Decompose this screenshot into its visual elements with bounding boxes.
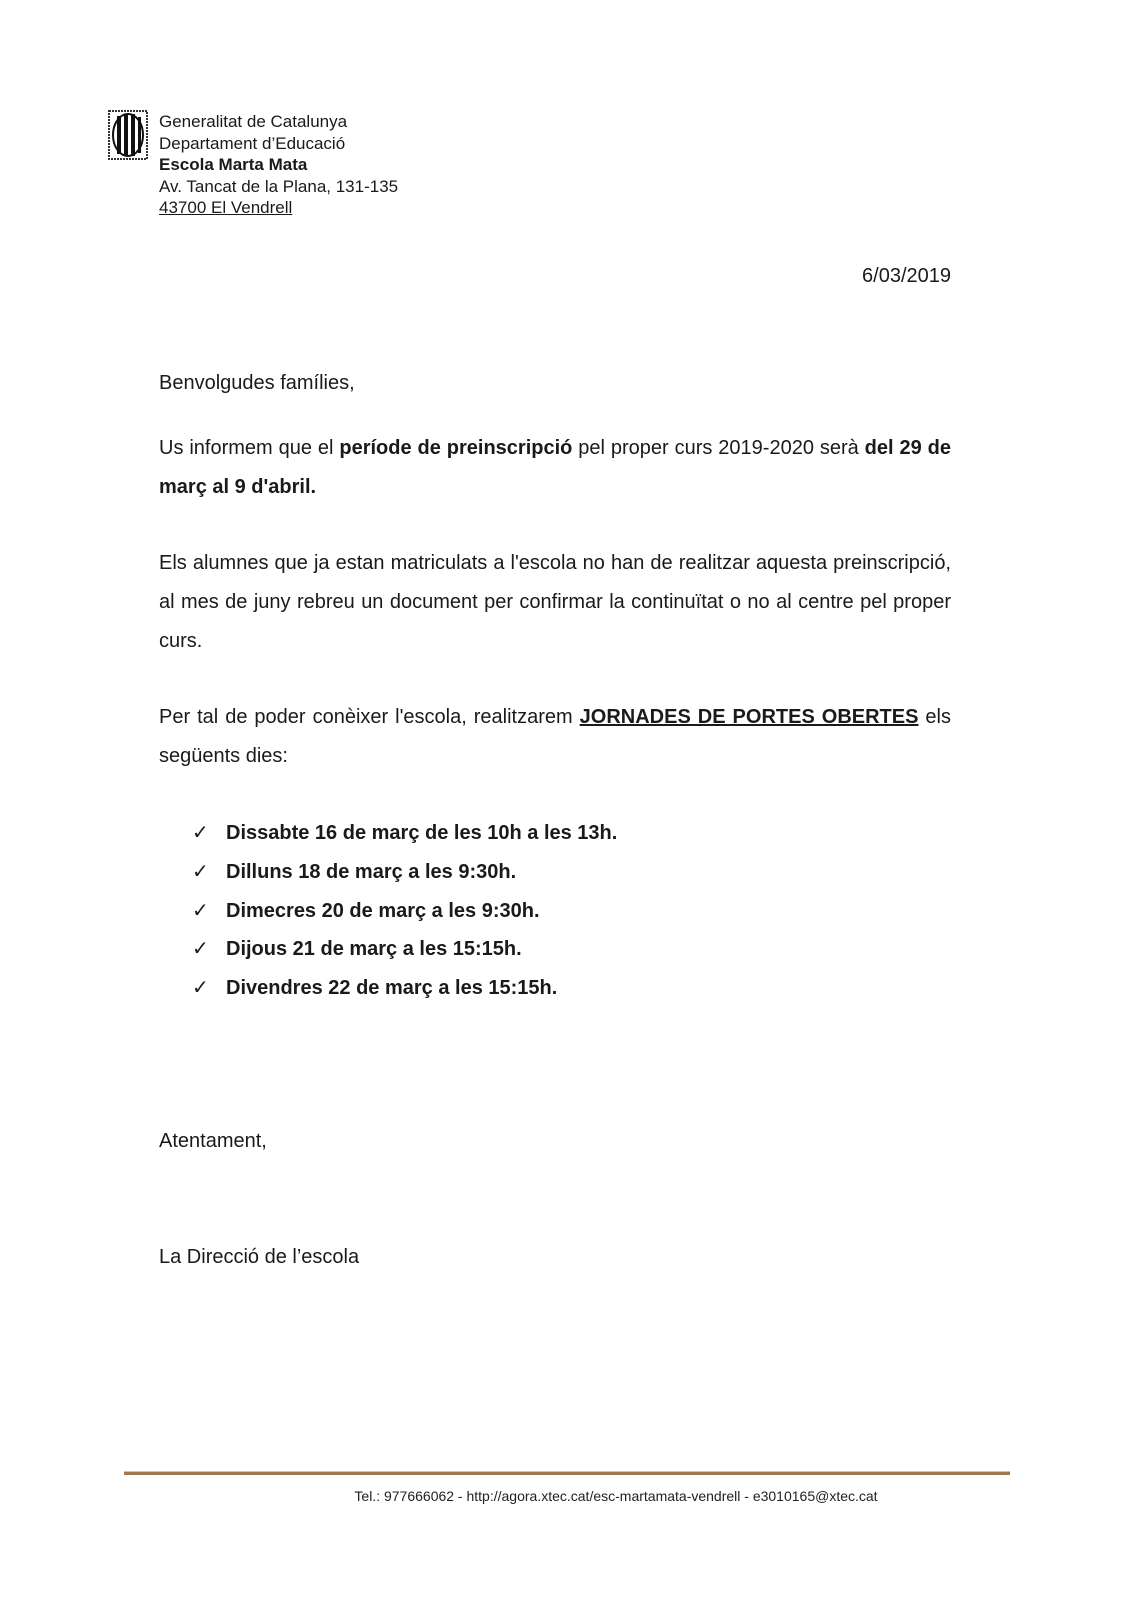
school-city: 43700 El Vendrell [159, 198, 293, 217]
check-icon: ✓ [192, 899, 209, 922]
day-text: Divendres 22 de març a les 15:15h. [226, 977, 558, 1000]
check-icon: ✓ [192, 822, 209, 844]
text: els següents dies: [159, 706, 952, 767]
footer-text: Tel.: 977666062 - http://agora.xtec.cat/esc-martamata-vendrell - e3010165@xtec.cat [354, 1488, 878, 1504]
school-address: Av. Tancat de la Plana, 131-135 [159, 176, 399, 196]
day-text: Dijous 21 de març a les 15:15h. [226, 938, 522, 961]
generalitat-logo-icon [108, 110, 148, 160]
paragraph-open-days [159, 698, 951, 776]
list-item [192, 930, 617, 969]
footer-divider [124, 1471, 1010, 1475]
list-item [192, 853, 617, 892]
greeting: Benvolgudes famílies, [159, 372, 355, 394]
letter-date: 6/03/2019 [862, 265, 951, 287]
paragraph-enrolled-students: Els alumnes que ja estan matriculats a l'escola no han de realitzar aquesta preinscripció, al mes de juny rebreu un document per confirmar la continuïtat o no al centre pel proper curs. [159, 552, 951, 652]
text: Per tal de poder conèixer l'escola, realitzarem [159, 706, 580, 728]
list-item [192, 892, 617, 931]
list-item [192, 969, 617, 1008]
footer-contact [0, 1488, 1132, 1504]
school-name: Escola Marta Mata [159, 155, 308, 174]
paragraph-preinscription [159, 429, 951, 507]
open-days-title: JORNADES DE PORTES OBERTES [579, 706, 919, 728]
day-text: Dimecres 20 de març a les 9:30h. [226, 899, 540, 922]
open-days-list [192, 814, 617, 1008]
org-name: Generalitat de Catalunya [159, 112, 348, 131]
bold-dates: del 29 de març al 9 d'abril. [159, 437, 951, 498]
list-item [192, 814, 617, 853]
check-icon: ✓ [192, 977, 209, 1000]
signature: La Direcció de l’escola [159, 1246, 360, 1268]
letterhead [159, 111, 398, 219]
check-icon: ✓ [192, 860, 209, 883]
day-text: Dilluns 18 de març a les 9:30h. [226, 860, 517, 883]
day-text: Dissabte 16 de març de les 10h a les 13h. [226, 822, 618, 844]
department-name: Departament d’Educació [159, 133, 346, 153]
closing: Atentament, [159, 1130, 267, 1152]
bold-text: període de preinscripció [339, 437, 573, 459]
text: Us informem que el [159, 437, 340, 459]
text: pel proper curs 2019-2020 serà [572, 437, 865, 459]
check-icon: ✓ [192, 938, 209, 961]
